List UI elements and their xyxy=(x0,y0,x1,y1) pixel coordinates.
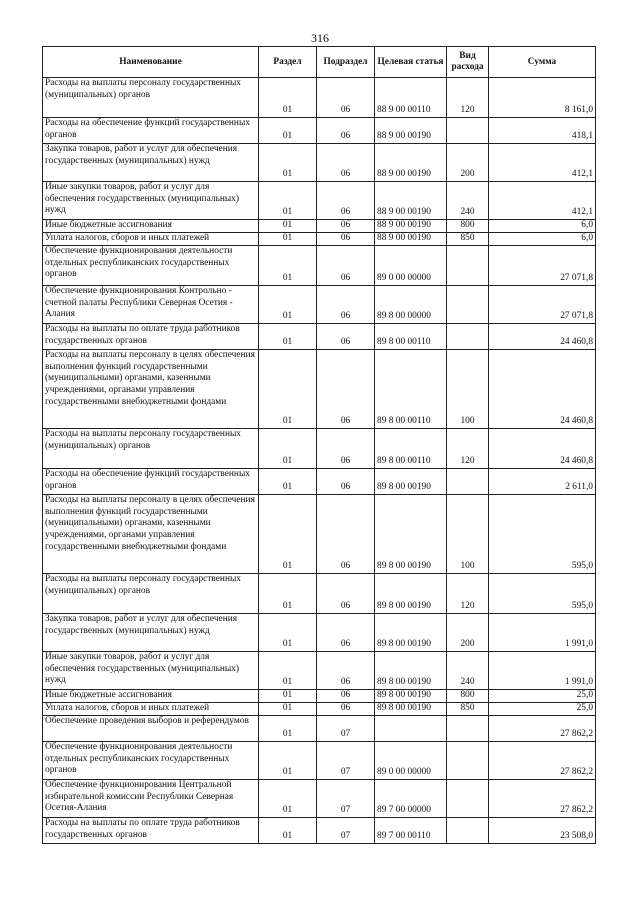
table-row xyxy=(43,246,596,286)
row-subsection-cell: 06 xyxy=(317,495,375,574)
row-name-cell: Иные бюджетные ассигнования xyxy=(43,690,259,703)
table-row xyxy=(43,614,596,652)
row-article-cell: 89 8 00 00190 xyxy=(375,495,447,574)
row-section-cell: 01 xyxy=(259,716,317,742)
row-sum-cell: 595,0 xyxy=(489,574,596,614)
row-section-cell: 01 xyxy=(259,118,317,144)
table-row xyxy=(43,818,596,844)
row-kind-cell xyxy=(447,742,489,780)
row-name-cell: Иные бюджетные ассигнования xyxy=(43,220,259,233)
row-subsection-cell: 06 xyxy=(317,690,375,703)
table-row xyxy=(43,780,596,818)
row-kind-cell: 240 xyxy=(447,182,489,220)
row-subsection-cell: 06 xyxy=(317,144,375,182)
row-name-cell: Иные закупки товаров, работ и услуг для обеспечения государственных (муниципальных) нужд xyxy=(43,652,259,690)
row-name-cell: Закупка товаров, работ и услуг для обеспечения государственных (муниципальных) нужд xyxy=(43,614,259,652)
row-subsection-cell: 07 xyxy=(317,818,375,844)
row-name-cell: Уплата налогов, сборов и иных платежей xyxy=(43,703,259,716)
row-subsection-cell: 06 xyxy=(317,350,375,429)
row-subsection-cell: 06 xyxy=(317,220,375,233)
row-section-cell: 01 xyxy=(259,286,317,324)
table-row xyxy=(43,324,596,350)
row-section-cell: 01 xyxy=(259,246,317,286)
row-section-cell: 01 xyxy=(259,429,317,469)
row-name-cell: Расходы на выплаты персоналу в целях обеспечения выполнения функций государственными (муниципальными) органами, казенными учреждениями, органами управления государственными внебюджетными фондами xyxy=(43,495,259,574)
row-kind-cell: 120 xyxy=(447,78,489,118)
row-kind-cell: 120 xyxy=(447,429,489,469)
header-name: Наименование xyxy=(43,47,259,78)
row-sum-cell: 25,0 xyxy=(489,690,596,703)
row-section-cell: 01 xyxy=(259,703,317,716)
table-row xyxy=(43,742,596,780)
table-row xyxy=(43,182,596,220)
row-kind-cell: 240 xyxy=(447,652,489,690)
row-sum-cell: 2 611,0 xyxy=(489,469,596,495)
table-row xyxy=(43,574,596,614)
row-kind-cell: 800 xyxy=(447,690,489,703)
row-kind-cell xyxy=(447,780,489,818)
row-kind-cell: 120 xyxy=(447,574,489,614)
row-article-cell: 89 8 00 00190 xyxy=(375,690,447,703)
row-section-cell: 01 xyxy=(259,652,317,690)
row-name-cell: Расходы на выплаты персоналу государственных (муниципальных) органов xyxy=(43,574,259,614)
row-kind-cell xyxy=(447,286,489,324)
row-subsection-cell: 07 xyxy=(317,716,375,742)
row-section-cell: 01 xyxy=(259,220,317,233)
row-article-cell: 88 9 00 00190 xyxy=(375,220,447,233)
row-name-cell: Закупка товаров, работ и услуг для обеспечения государственных (муниципальных) нужд xyxy=(43,144,259,182)
row-kind-cell xyxy=(447,716,489,742)
header-section: Раздел xyxy=(259,47,317,78)
row-article-cell: 89 0 00 00000 xyxy=(375,742,447,780)
row-subsection-cell: 06 xyxy=(317,78,375,118)
table-row xyxy=(43,690,596,703)
header-sum: Сумма xyxy=(489,47,596,78)
row-kind-cell: 200 xyxy=(447,614,489,652)
row-sum-cell: 24 460,8 xyxy=(489,350,596,429)
row-subsection-cell: 06 xyxy=(317,182,375,220)
row-section-cell: 01 xyxy=(259,742,317,780)
row-article-cell: 89 8 00 00190 xyxy=(375,574,447,614)
table-row xyxy=(43,495,596,574)
row-subsection-cell: 06 xyxy=(317,233,375,246)
row-article-cell: 89 0 00 00000 xyxy=(375,246,447,286)
row-subsection-cell: 06 xyxy=(317,469,375,495)
row-subsection-cell: 06 xyxy=(317,429,375,469)
row-article-cell: 89 8 00 00110 xyxy=(375,429,447,469)
row-article-cell: 89 8 00 00190 xyxy=(375,703,447,716)
row-subsection-cell: 06 xyxy=(317,286,375,324)
row-sum-cell: 24 460,8 xyxy=(489,324,596,350)
row-article-cell: 89 8 00 00110 xyxy=(375,350,447,429)
row-sum-cell: 6,0 xyxy=(489,220,596,233)
row-section-cell: 01 xyxy=(259,690,317,703)
table-row xyxy=(43,118,596,144)
header-article: Целевая статья xyxy=(375,47,447,78)
row-section-cell: 01 xyxy=(259,144,317,182)
row-section-cell: 01 xyxy=(259,574,317,614)
row-section-cell: 01 xyxy=(259,469,317,495)
table-row xyxy=(43,350,596,429)
row-sum-cell: 595,0 xyxy=(489,495,596,574)
row-kind-cell xyxy=(447,118,489,144)
table-row xyxy=(43,233,596,246)
row-name-cell: Обеспечение функционирования деятельности отдельных республиканских государственных органов xyxy=(43,246,259,286)
table-row xyxy=(43,469,596,495)
row-article-cell: 89 8 00 00000 xyxy=(375,286,447,324)
row-sum-cell: 6,0 xyxy=(489,233,596,246)
row-section-cell: 01 xyxy=(259,495,317,574)
row-article-cell: 89 8 00 00190 xyxy=(375,469,447,495)
row-name-cell: Расходы на выплаты персоналу государственных (муниципальных) органов xyxy=(43,429,259,469)
row-name-cell: Обеспечение функционирования Контрольно - счетной палаты Республики Северная Осетия - Алания xyxy=(43,286,259,324)
row-article-cell: 89 8 00 00190 xyxy=(375,652,447,690)
row-article-cell: 88 9 00 00190 xyxy=(375,182,447,220)
row-section-cell: 01 xyxy=(259,818,317,844)
row-article-cell: 89 8 00 00110 xyxy=(375,324,447,350)
table-row xyxy=(43,703,596,716)
row-sum-cell: 418,1 xyxy=(489,118,596,144)
row-article-cell xyxy=(375,716,447,742)
table-row xyxy=(43,78,596,118)
row-kind-cell xyxy=(447,469,489,495)
row-kind-cell: 200 xyxy=(447,144,489,182)
row-article-cell: 88 9 00 00190 xyxy=(375,233,447,246)
row-name-cell: Обеспечение функционирования Центральной избирательной комиссии Республики Северная Осетия-Алания xyxy=(43,780,259,818)
row-article-cell: 88 9 00 00110 xyxy=(375,78,447,118)
row-name-cell: Обеспечение проведения выборов и референдумов xyxy=(43,716,259,742)
row-kind-cell xyxy=(447,246,489,286)
page-number: 316 xyxy=(311,31,329,45)
row-subsection-cell: 06 xyxy=(317,574,375,614)
table-row xyxy=(43,429,596,469)
header-subsection: Подраздел xyxy=(317,47,375,78)
row-subsection-cell: 06 xyxy=(317,324,375,350)
row-kind-cell: 100 xyxy=(447,495,489,574)
row-name-cell: Расходы на выплаты по оплате труда работников государственных органов xyxy=(43,324,259,350)
row-sum-cell: 25,0 xyxy=(489,703,596,716)
row-sum-cell: 24 460,8 xyxy=(489,429,596,469)
row-name-cell: Расходы на выплаты персоналу государственных (муниципальных) органов xyxy=(43,78,259,118)
row-sum-cell: 23 508,0 xyxy=(489,818,596,844)
row-sum-cell: 27 862,2 xyxy=(489,742,596,780)
row-kind-cell xyxy=(447,818,489,844)
row-sum-cell: 27 071,8 xyxy=(489,246,596,286)
row-name-cell: Обеспечение функционирования деятельности отдельных республиканских государственных органов xyxy=(43,742,259,780)
row-section-cell: 01 xyxy=(259,233,317,246)
budget-table xyxy=(42,46,596,844)
row-sum-cell: 27 862,2 xyxy=(489,780,596,818)
row-sum-cell: 412,1 xyxy=(489,182,596,220)
row-name-cell: Иные закупки товаров, работ и услуг для обеспечения государственных (муниципальных) нужд xyxy=(43,182,259,220)
table-row xyxy=(43,716,596,742)
row-kind-cell: 100 xyxy=(447,350,489,429)
row-kind-cell: 800 xyxy=(447,220,489,233)
row-section-cell: 01 xyxy=(259,614,317,652)
table-row xyxy=(43,286,596,324)
row-section-cell: 01 xyxy=(259,182,317,220)
table-header-row xyxy=(43,47,596,78)
row-subsection-cell: 06 xyxy=(317,652,375,690)
row-sum-cell: 8 161,0 xyxy=(489,78,596,118)
row-subsection-cell: 07 xyxy=(317,780,375,818)
row-kind-cell: 850 xyxy=(447,233,489,246)
row-article-cell: 89 7 00 00110 xyxy=(375,818,447,844)
row-sum-cell: 1 991,0 xyxy=(489,614,596,652)
row-subsection-cell: 06 xyxy=(317,118,375,144)
row-name-cell: Расходы на выплаты персоналу в целях обеспечения выполнения функций государственными (муниципальными) органами, казенными учреждениями, органами управления государственными внебюджетными фондами xyxy=(43,350,259,429)
row-subsection-cell: 06 xyxy=(317,703,375,716)
table-row xyxy=(43,220,596,233)
row-section-cell: 01 xyxy=(259,78,317,118)
row-name-cell: Расходы на выплаты по оплате труда работников государственных органов xyxy=(43,818,259,844)
table-row xyxy=(43,144,596,182)
row-sum-cell: 412,1 xyxy=(489,144,596,182)
row-subsection-cell: 06 xyxy=(317,614,375,652)
header-kind: Вид расхода xyxy=(447,47,489,78)
row-article-cell: 88 9 00 00190 xyxy=(375,144,447,182)
row-kind-cell xyxy=(447,324,489,350)
table-row xyxy=(43,652,596,690)
row-sum-cell: 27 071,8 xyxy=(489,286,596,324)
table-body xyxy=(43,78,596,844)
row-name-cell: Расходы на обеспечение функций государственных органов xyxy=(43,469,259,495)
row-sum-cell: 1 991,0 xyxy=(489,652,596,690)
row-article-cell: 89 8 00 00190 xyxy=(375,614,447,652)
row-subsection-cell: 07 xyxy=(317,742,375,780)
row-sum-cell: 27 862,2 xyxy=(489,716,596,742)
row-name-cell: Уплата налогов, сборов и иных платежей xyxy=(43,233,259,246)
row-section-cell: 01 xyxy=(259,780,317,818)
row-section-cell: 01 xyxy=(259,350,317,429)
row-name-cell: Расходы на обеспечение функций государственных органов xyxy=(43,118,259,144)
row-section-cell: 01 xyxy=(259,324,317,350)
row-kind-cell: 850 xyxy=(447,703,489,716)
row-article-cell: 89 7 00 00000 xyxy=(375,780,447,818)
row-subsection-cell: 06 xyxy=(317,246,375,286)
row-article-cell: 88 9 00 00190 xyxy=(375,118,447,144)
